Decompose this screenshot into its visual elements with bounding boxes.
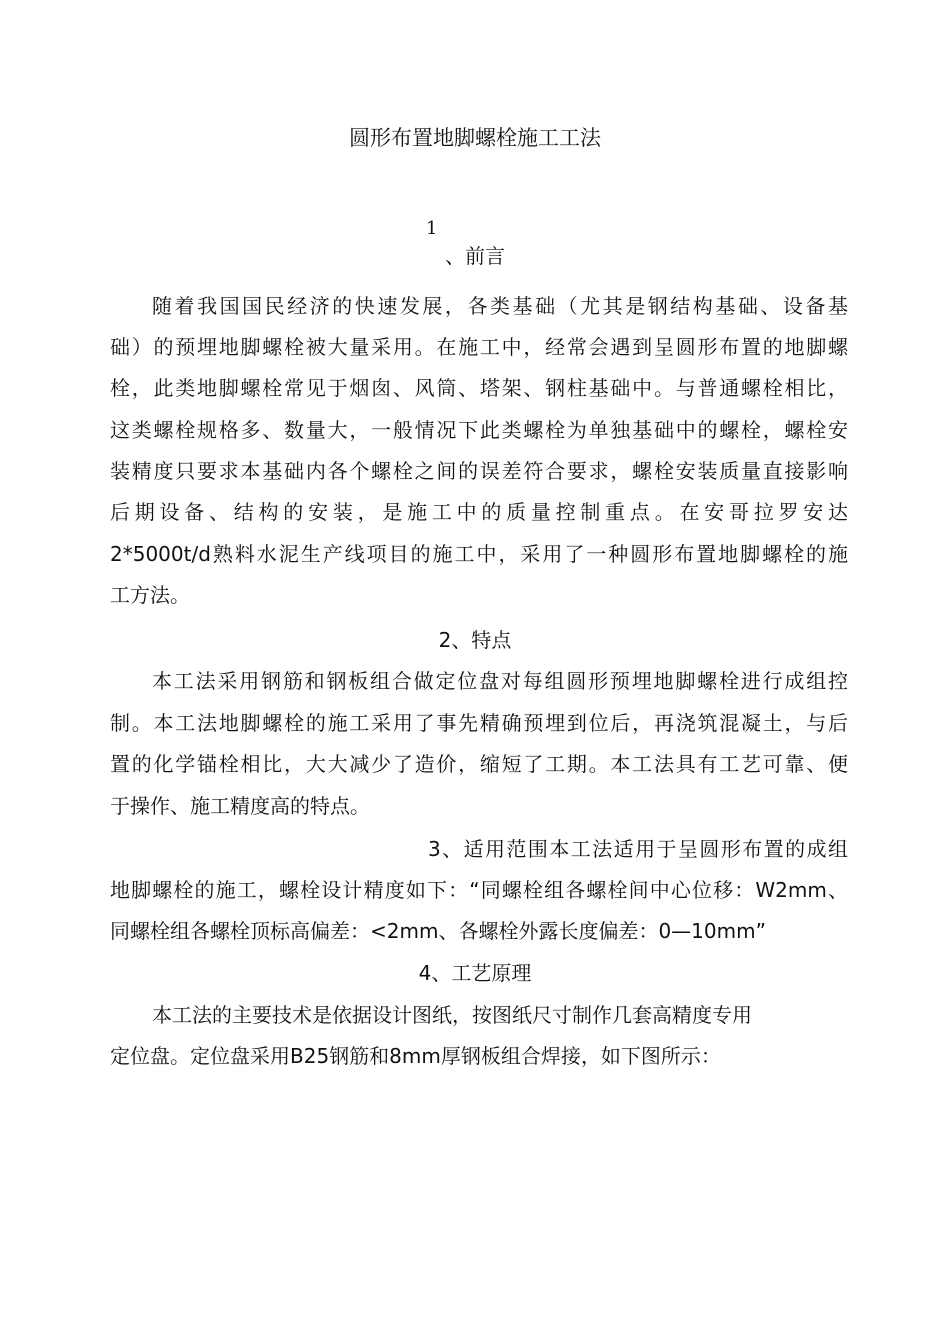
document-title: 圆形布置地脚螺栓施工工法 (349, 126, 601, 150)
section-heading: 4、工艺原理 (418, 961, 532, 985)
paragraph-line: 工方法。 (110, 583, 190, 607)
paragraph-line: 制。本工法地脚螺栓的施工采用了事先精确预埋到位后，再浇筑混凝土，与后 (110, 711, 848, 735)
section-heading: 2、特点 (438, 628, 512, 652)
section-heading: 、前言 (445, 244, 505, 268)
section-number: 1 (426, 218, 438, 239)
paragraph-line: 3、适用范围本工法适用于呈圆形布置的成组 (428, 837, 848, 861)
paragraph-line: 本工法的主要技术是依据设计图纸，按图纸尺寸制作几套高精度专用 (152, 1003, 752, 1027)
paragraph-line: 这类螺栓规格多、数量大，一般情况下此类螺栓为单独基础中的螺栓，螺栓安 (110, 418, 848, 442)
paragraph-line: 本工法采用钢筋和钢板组合做定位盘对每组圆形预埋地脚螺栓进行成组控 (152, 669, 848, 693)
paragraph-line: 随着我国国民经济的快速发展，各类基础（尤其是钢结构基础、设备基 (152, 294, 848, 318)
paragraph-line: 于操作、施工精度高的特点。 (110, 794, 370, 818)
paragraph-line: 础）的预埋地脚螺栓被大量采用。在施工中，经常会遇到呈圆形布置的地脚螺 (110, 335, 848, 359)
paragraph-line: 地脚螺栓的施工，螺栓设计精度如下：“同螺栓组各螺栓间中心位移：W2mm、 (110, 878, 848, 902)
paragraph-line: 同螺栓组各螺栓顶标高偏差：<2mm、各螺栓外露长度偏差：0—10mm” (110, 919, 766, 943)
paragraph-line: 2*5000t/d熟料水泥生产线项目的施工中，采用了一种圆形布置地脚螺栓的施 (110, 542, 848, 566)
paragraph-line: 后期设备、结构的安装，是施工中的质量控制重点。在安哥拉罗安达 (110, 500, 848, 524)
paragraph-line: 装精度只要求本基础内各个螺栓之间的误差符合要求，螺栓安装质量直接影响 (110, 459, 848, 483)
paragraph-line: 置的化学锚栓相比，大大减少了造价，缩短了工期。本工法具有工艺可靠、便 (110, 752, 848, 776)
paragraph-line: 定位盘。定位盘采用B25钢筋和8mm厚钢板组合焊接，如下图所示： (110, 1044, 721, 1068)
paragraph-line: 栓，此类地脚螺栓常见于烟囱、风筒、塔架、钢柱基础中。与普通螺栓相比， (110, 376, 848, 400)
